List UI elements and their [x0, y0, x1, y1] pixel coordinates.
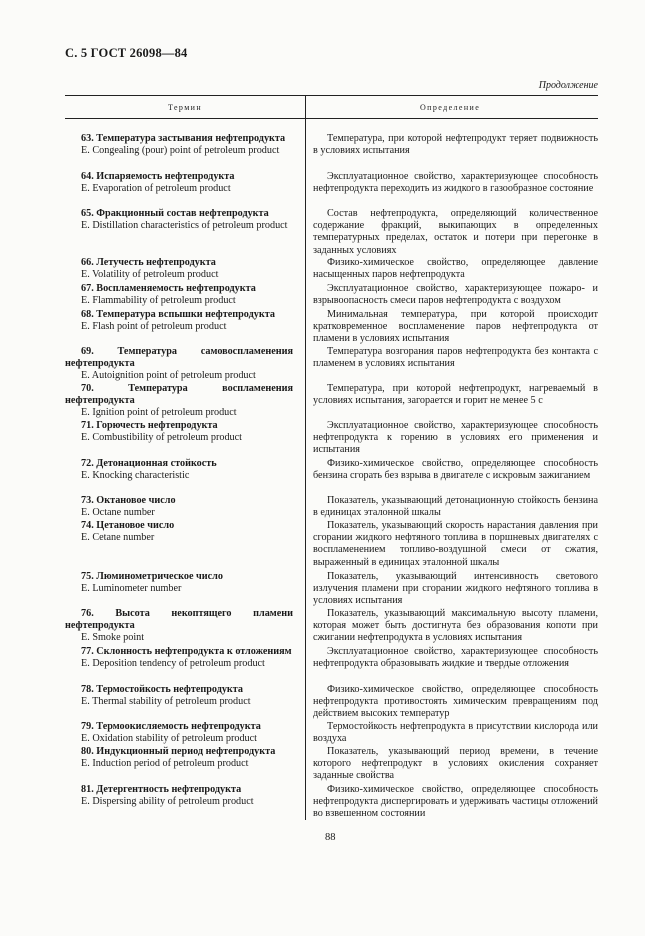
term-en: E. Oxidation stability of petroleum product — [81, 733, 257, 745]
term-ru: 72. Детонационная стойкость — [81, 458, 217, 469]
term-en: E. Volatility of petroleum product — [81, 269, 219, 281]
definition-cell: Температура возгорания паров нефтепродукта без контакта с пламенем в условиях испытания — [313, 346, 598, 370]
term-ru: 76. Высота некоптящего пламени нефтепродукта — [65, 608, 293, 632]
definition-cell: Показатель, указывающий интенсивность светового излучения пламени при сгорании жидкого нефтяного топлива в условиях испытания — [313, 571, 598, 607]
column-header-definition: Определение — [420, 103, 481, 112]
column-divider — [305, 95, 306, 820]
term-en: E. Flash point of petroleum product — [81, 321, 227, 333]
term-cell — [65, 684, 293, 708]
term-ru: 69. Температура самовоспламенения нефтепродукта — [65, 346, 293, 370]
term-cell — [65, 608, 293, 645]
term-en: E. Flammability of petroleum product — [81, 295, 236, 307]
term-en: E. Ignition point of petroleum product — [81, 407, 237, 419]
term-ru: 67. Воспламеняемость нефтепродукта — [81, 283, 256, 294]
term-cell — [65, 208, 293, 232]
term-en: E. Congealing (pour) point of petroleum product — [81, 145, 280, 157]
term-en: E. Thermal stability of petroleum product — [81, 696, 251, 708]
term-ru: 66. Летучесть нефтепродукта — [81, 257, 216, 268]
term-cell — [65, 721, 293, 745]
term-cell — [65, 283, 293, 307]
term-cell — [65, 257, 293, 281]
definition-cell: Эксплуатационное свойство, характеризующее пожаро- и взрывоопасность смеси паров нефтепродукта с воздухом — [313, 283, 598, 307]
term-cell — [65, 420, 293, 444]
term-en: E. Induction period of petroleum product — [81, 758, 249, 770]
definition-cell: Температура, при которой нефтепродукт теряет подвижность в условиях испытания — [313, 133, 598, 157]
term-ru: 78. Термостойкость нефтепродукта — [81, 684, 244, 695]
term-en: E. Combustibility of petroleum product — [81, 432, 243, 444]
term-ru: 70. Температура воспламенения нефтепродукта — [65, 383, 293, 407]
definition-cell: Физико-химическое свойство, определяющее способность нефтепродукта диспергировать и удерживать частицы отложений во взвешенном состоянии — [313, 784, 598, 820]
definition-cell: Эксплуатационное свойство, характеризующее способность нефтепродукта образовывать жидкие и твердые отложения — [313, 646, 598, 670]
term-en: E. Octane number — [81, 507, 155, 519]
term-en: E. Evaporation of petroleum product — [81, 183, 231, 195]
term-cell — [65, 383, 293, 420]
term-en: E. Distillation characteristics of petroleum product — [81, 220, 288, 232]
page-number: 88 — [325, 832, 336, 843]
term-en: E. Knocking characteristic — [81, 470, 190, 482]
term-ru: 64. Испаряемость нефтепродукта — [81, 171, 235, 182]
definition-cell: Температура, при которой нефтепродукт, нагреваемый в условиях испытания, загорается и горит не менее 5 с — [313, 383, 598, 407]
term-cell — [65, 646, 293, 670]
term-cell — [65, 309, 293, 333]
term-ru: 77. Склонность нефтепродукта к отложениям — [81, 646, 292, 657]
term-en: E. Cetane number — [81, 532, 155, 544]
term-en: E. Autoignition point of petroleum product — [81, 370, 256, 382]
table-header-rule — [65, 118, 598, 119]
term-cell — [65, 133, 293, 157]
term-ru: 65. Фракционный состав нефтепродукта — [81, 208, 269, 219]
page-header: С. 5 ГОСТ 26098—84 — [65, 46, 188, 60]
term-cell — [65, 520, 293, 544]
term-en: E. Deposition tendency of petroleum product — [81, 658, 265, 670]
table-top-rule — [65, 95, 598, 96]
term-cell — [65, 495, 293, 519]
term-ru: 75. Люминометрическое число — [81, 571, 223, 582]
term-cell — [65, 346, 293, 383]
definition-cell: Показатель, указывающий максимальную высоту пламени, которая может быть достигнута без образования копоти при сжигании нефтепродукта в условиях испытания — [313, 608, 598, 644]
term-cell — [65, 784, 293, 808]
term-ru: 73. Октановое число — [81, 495, 176, 506]
definition-cell: Показатель, указывающий скорость нарастания давления при сгорании жидкого нефтяного топлива в поршневых двигателях с воспламенением топливо-воздушной смеси от сжатия, выраженный в единицах эталонной шкалы — [313, 520, 598, 568]
definition-cell: Эксплуатационное свойство, характеризующее способность нефтепродукта переходить из жидкого в газообразное состояние — [313, 171, 598, 195]
definition-cell: Показатель, указывающий детонационную стойкость бензина в единицах эталонной шкалы — [313, 495, 598, 519]
term-cell — [65, 746, 293, 770]
term-cell — [65, 171, 293, 195]
term-cell — [65, 458, 293, 482]
definition-cell: Минимальная температура, при которой происходит кратковременное воспламенение паров нефтепродукта от пламени в условиях испытания — [313, 309, 598, 345]
term-ru: 80. Индукционный период нефтепродукта — [81, 746, 276, 757]
term-en: E. Dispersing ability of petroleum product — [81, 796, 254, 808]
term-en: E. Smoke point — [81, 632, 145, 644]
term-ru: 71. Горючесть нефтепродукта — [81, 420, 218, 431]
term-ru: 81. Детергентность нефтепродукта — [81, 784, 242, 795]
term-ru: 74. Цетановое число — [81, 520, 175, 531]
column-header-term: Термин — [168, 103, 203, 112]
definition-cell: Состав нефтепродукта, определяющий количественное содержание фракций, выкипающих в определенных температурных пределах, остаток и потери при перегонке в заданных условиях — [313, 208, 598, 256]
term-ru: 79. Термоокисляемость нефтепродукта — [81, 721, 261, 732]
definition-cell: Термостойкость нефтепродукта в присутствии кислорода или воздуха — [313, 721, 598, 745]
term-en: E. Luminometer number — [81, 583, 182, 595]
definition-cell: Физико-химическое свойство, определяющее давление насыщенных паров нефтепродукта — [313, 257, 598, 281]
term-ru: 68. Температура вспышки нефтепродукта — [81, 309, 275, 320]
definition-cell: Эксплуатационное свойство, характеризующее способность нефтепродукта к горению в условиях его применения и испытания — [313, 420, 598, 456]
term-ru: 63. Температура застывания нефтепродукта — [81, 133, 286, 144]
definition-cell: Физико-химическое свойство, определяющее способность бензина сгорать без взрыва в двигателе с искровым зажиганием — [313, 458, 598, 482]
definition-cell: Показатель, указывающий период времени, в течение которого нефтепродукт в условиях окисления сохраняет заданные свойства — [313, 746, 598, 782]
continuation-label: Продолжение — [538, 80, 598, 91]
definition-cell: Физико-химическое свойство, определяющее способность нефтепродукта противостоять химическим превращениям под действием высоких температур — [313, 684, 598, 720]
term-cell — [65, 571, 293, 595]
